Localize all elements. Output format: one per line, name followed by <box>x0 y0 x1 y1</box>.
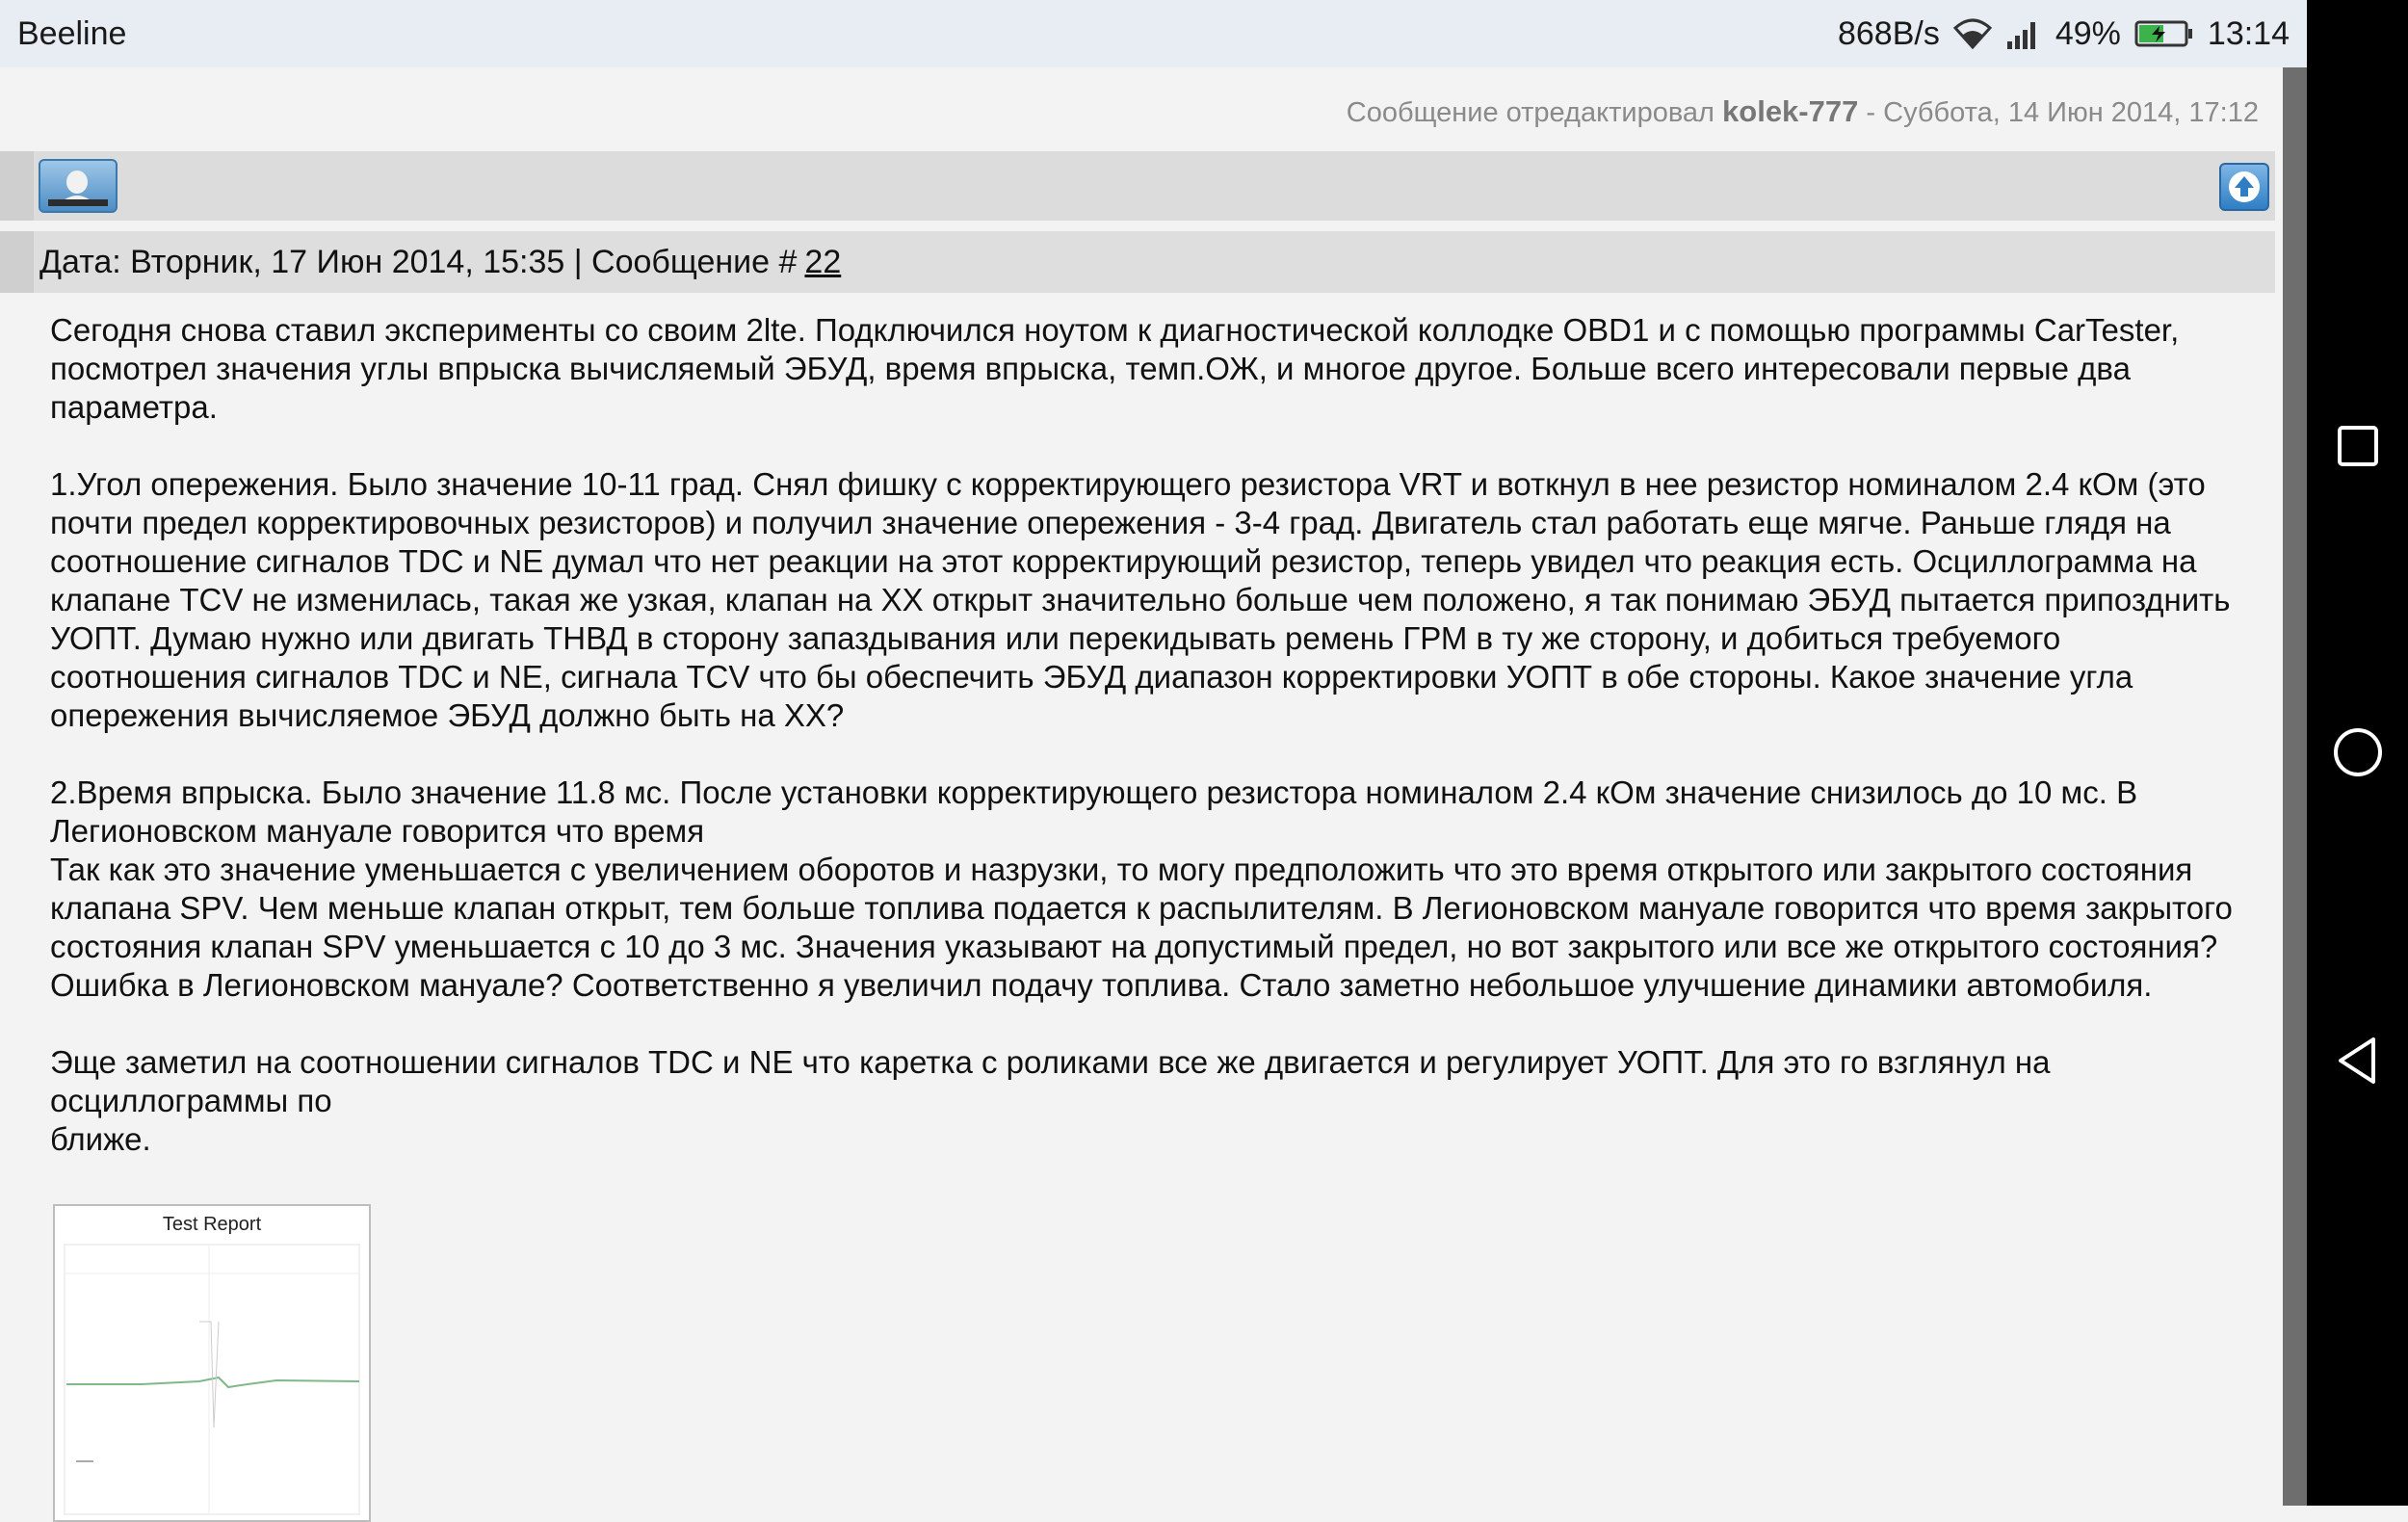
post-paragraph: Эще заметил на соотношении сигналов TDC и NE что каретка с роликами все же двигается и регулирует УОПТ. Для это го взглянул на осциллограммы по <box>50 1044 2051 1118</box>
post-body <box>50 311 2265 1159</box>
post-paragraph: 1.Угол опережения. Было значение 10-11 град. Снял фишку с корректирующего резистора VRT и воткнул в нее резистор номиналом 2.4 кОм (это почти предел корректировочных резисторов) и получил значение опережения - 3-4 град. Двигатель стал работать еще мягче. Раньше глядя на соотношение сигналов TDC и NE думал что нет реакции на этот корректирующий резистор, теперь увидел что реакция есть. Осциллограмма на клапане TCV не изменилась, такая же узкая, клапан на ХХ открыт значительно больше чем положено, я так понимаю ЭБУД пытается припозднить УОПТ. Думаю нужно или двигать ТНВД в сторону запаздывания или перекидывать ремень ГРМ в ту же сторону, и добиться требуемого соотношения сигналов TDC и NE, сигнала TCV что бы обеспечить ЭБУД диапазон корректировки УОПТ в обе стороны. Какое значение угла опережения вычисляемое ЭБУД должно быть на ХХ? <box>50 466 2231 733</box>
circle-icon <box>2331 725 2385 779</box>
arrow-up-icon <box>2227 170 2262 204</box>
profile-icon <box>40 161 116 211</box>
home-button[interactable] <box>2307 701 2408 802</box>
post-number-link[interactable]: 22 <box>804 243 842 280</box>
page-scrollbar[interactable] <box>2283 67 2307 1506</box>
triangle-back-icon <box>2331 1034 2385 1088</box>
profile-button[interactable] <box>39 159 118 213</box>
post-header <box>0 231 2275 293</box>
post-paragraph: Сегодня снова ставил эксперименты со своим 2lte. Подключился ноутом к диагностической коллодке OBD1 и с помощью программы CarTester, посмотрел значения углы впрыска вычисляемый ЭБУД, время впрыска, темп.ОЖ, и многое другое. Больше всего интересовали первые два параметра. <box>50 312 2180 425</box>
oscillogram-thumbnail[interactable] <box>53 1204 371 1522</box>
edit-note-prefix: Сообщение отредактировал <box>1346 97 1714 128</box>
status-indicators <box>1838 15 2290 53</box>
edit-note-suffix: - Суббота, 14 Июн 2014, 17:12 <box>1866 97 2259 128</box>
status-bar <box>0 0 2307 67</box>
battery-percent: 49% <box>2055 14 2121 52</box>
net-speed: 868B/s <box>1837 14 1940 52</box>
navigation-bar <box>2307 0 2408 1506</box>
post-toolbar <box>0 151 2275 221</box>
back-button[interactable] <box>2307 1010 2408 1111</box>
battery-charging-icon <box>2134 18 2194 49</box>
post-paragraph: Так как это значение уменьшается с увеличением оборотов и назрузки, то могу предположить что это время открытого или закрытого состояния клапана SPV. Чем меньше клапан открыт, тем больше топлива подается к распылителям. В Легионовском мануале говорится что время закрытого состояния клапан SPV уменьшается с 10 до 3 мс. Значения указывают на допустимый предел, но вот закрытого или все же открытого состояния? Ошибка в Легионовском мануале? Соответственно я увеличил подачу топлива. Стало заметно небольшое улучшение динамики автомобиля. <box>50 852 2233 1003</box>
oscillogram-graphic <box>55 1206 369 1520</box>
edit-note-author[interactable]: kolek-777 <box>1722 94 1859 128</box>
edit-note <box>1347 94 2259 129</box>
square-icon <box>2335 423 2381 469</box>
clock-time: 13:14 <box>2207 14 2290 52</box>
recents-button[interactable] <box>2307 395 2408 496</box>
forum-page <box>0 67 2283 1506</box>
post-paragraph: 2.Время впрыска. Было значение 11.8 мс. После установки корректирующего резистора номиналом 2.4 кОм значение снизилось до 10 мс. В Легионовском мануале говорится что время <box>50 774 2138 849</box>
signal-icon <box>2005 18 2042 49</box>
carrier-name: Beeline <box>17 14 127 52</box>
post-paragraph: ближе. <box>50 1121 151 1157</box>
post-date: Дата: Вторник, 17 Июн 2014, 15:35 | Сообщение # <box>39 243 798 280</box>
thumbnail-title: Test Report <box>162 1214 262 1235</box>
wifi-icon <box>1953 18 1992 49</box>
scroll-top-button[interactable] <box>2219 163 2269 211</box>
